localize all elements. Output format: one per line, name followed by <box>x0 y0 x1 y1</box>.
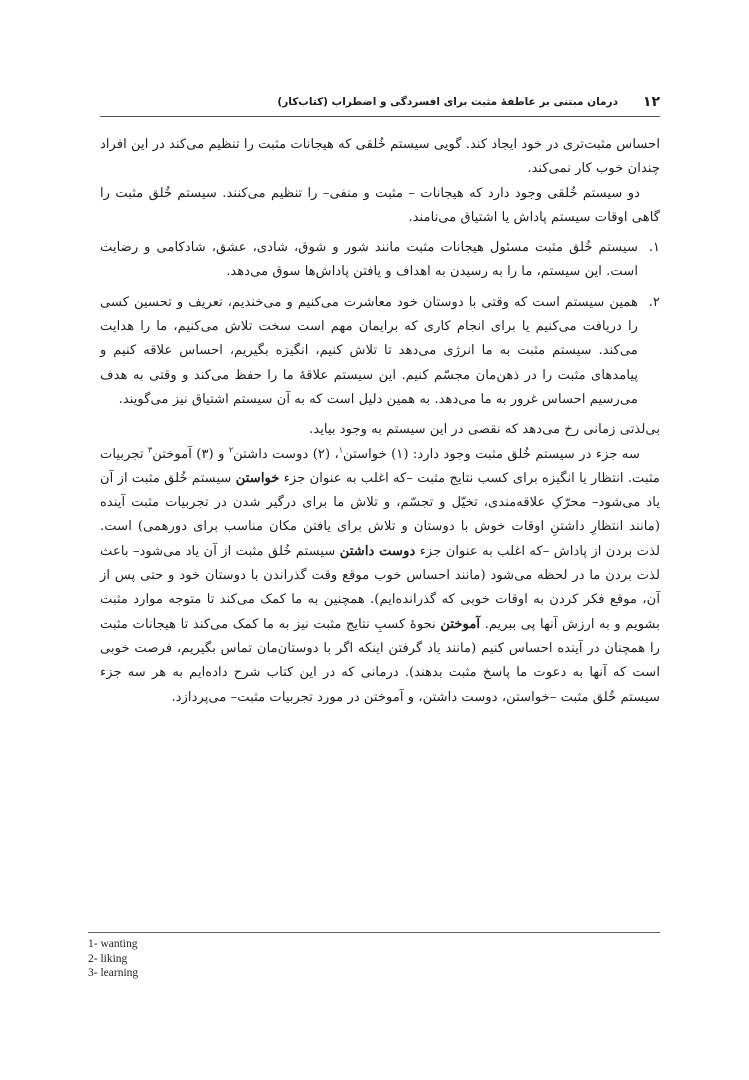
header-divider <box>100 116 660 117</box>
paragraph-continuation: احساس مثبت‌تری در خود ایجاد کند. گویی سیستم خُلقی که هیجانات مثبت را تنظیم می‌کند در این افراد چندان خوب کار نمی‌کند. <box>100 137 660 177</box>
paragraph-anhedonia: بی‌لذتی زمانی رخ می‌دهد که نقصی در این سیستم به وجود بیاید. <box>309 422 660 438</box>
footnote: 1- wanting <box>88 938 138 950</box>
text-span: و (۳) آموختن <box>152 446 229 462</box>
footnote-ref-3[interactable]: ۳ <box>147 445 153 455</box>
footnote-ref-1[interactable]: ۱ <box>338 445 344 455</box>
list-item-number: ۱. <box>648 240 660 256</box>
text-span: سه جزء در سیستم خُلق مثبت وجود دارد: (۱) خواستن <box>343 446 640 462</box>
footnotes <box>88 937 138 981</box>
paragraph-three-components <box>100 443 660 710</box>
list-item-number: ۲. <box>648 294 660 310</box>
text-span: سیستم خُلق مثبت از آن یاد می‌شود– باعث لذت بردن ما در لحظه می‌شود (مانند احساس خوب موقع وقت گذراندن با دوستان خود و حتی پس از آن، موقع فکر کردن به اوقات خوبی که گذرانده‌ایم). همچنین به ما کمک می‌کند تا متوجه موارد مثبت بشویم و به ارزش آنها پی ببریم. <box>100 543 660 632</box>
term-liking: دوست داشتن <box>339 543 416 559</box>
paragraph-mood-systems: دو سیستم خُلقی وجود دارد که هیجانات – مثبت و منفی– را تنظیم می‌کنند. سیستم خُلق مثبت را گاهی اوقات سیستم پاداش یا اشتیاق می‌نامند. <box>100 185 660 225</box>
footnote-ref-2[interactable]: ۲ <box>228 445 234 455</box>
numbered-list <box>100 236 660 412</box>
term-learning: آموختن <box>440 616 481 632</box>
body-text <box>100 133 660 710</box>
list-item-text: سیستم خُلق مثبت مسئول هیجانات مثبت مانند شور و شوق، شادی، عشق، شادکامی و رضایت است. این سیستم، ما را به رسیدن به اهداف و یافتن پاداش‌ها سوق می‌دهد. <box>100 240 638 280</box>
text-span: ، (۲) دوست داشتن <box>233 446 339 462</box>
list-item <box>100 236 660 285</box>
text-span: نحوهٔ کسبِ نتایج مثبت نیز به ما کمک می‌کند تا هیجانات مثبت را همچنان در آینده احساس کنیم (مانند یاد گرفتن اینکه اگر با دوستان‌مان تماس بگیریم، فرصت خوبی است که آنها به دعوت ما پاسخ مثبت بدهند). درمانی که در این کتاب شرح داده‌ایم به هر سه جزء سیستم خُلق مثبت –خواستن، دوست داشتن، و آموختن در مورد تجربیات مثبت– می‌پردازد. <box>100 616 660 705</box>
text-span: سیستم خُلق مثبت از آن یاد می‌شود– محرّکِ علاقه‌مندی، تخیّل و تجسّم، و تلاش ما برای درگیر شدن در تجربیات مثبت آینده (مانند انتظارِ داشتنِ اوقات خوش با دوستان و تلاش برای یافتن مکان مناسب برای دورهمی) است. لذت بردن از پاداش –که اغلب به عنوان جزء <box>100 470 661 559</box>
list-item <box>100 291 660 412</box>
running-head <box>100 92 660 118</box>
text-span: تجربیات مثبت. انتظار یا انگیزه برای کسب نتایج مثبت –که اغلب به عنوان جزء <box>100 446 660 486</box>
footnote: 3- learning <box>88 967 139 979</box>
footnote: 2- liking <box>88 952 128 965</box>
term-wanting: خواستن <box>235 470 280 486</box>
footnote-divider <box>88 932 660 933</box>
running-title: درمان مبتنی بر عاطفهٔ مثبت برای افسردگی و اضطراب (کتاب‌کار) <box>277 96 618 108</box>
page-number: ۱۲ <box>642 94 660 110</box>
list-item-text: همین سیستم است که وقتی با دوستان خود معاشرت می‌کنیم و می‌خندیم، تعریف و تحسین کسی را دریافت می‌کنیم یا برای انجام کاری که برایمان مهم است سخت تلاش می‌کنیم، ما را هدایت می‌کند. سیستم مثبت به ما انرژی می‌دهد تا تلاش کنیم، انگیزه بگیریم، احساس علاقه کنیم و پیامدهای مثبت را در ذهن‌مان مجسّم کنیم. این سیستم علاقهٔ ما را حفظ می‌کند و وقتی به هدف می‌رسیم احساس غرور به ما می‌دهد. به همین دلیل است که به آن سیستم اشتیاق نیز می‌گویند. <box>100 294 638 407</box>
